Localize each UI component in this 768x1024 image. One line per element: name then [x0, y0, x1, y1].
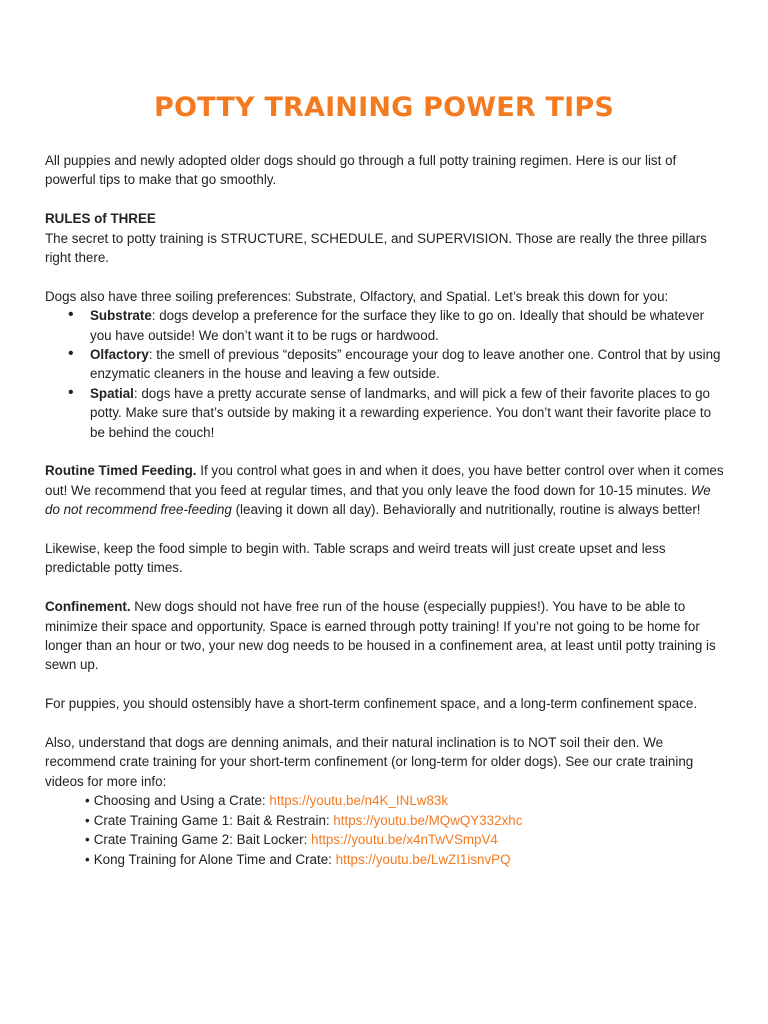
list-item — [90, 306, 725, 345]
bullet-icon: • — [85, 812, 90, 828]
list-item — [90, 384, 725, 442]
video-label: Kong Training for Alone Time and Crate: — [93, 851, 336, 867]
soiling-text: : dogs have a pretty accurate sense of landmarks, and will pick a few of their favorite places to go potty. Make sure that’s outside by making it a rewarding experience. You don’t want their favorite place to be behind the couch! — [90, 385, 712, 440]
soiling-text: : dogs develop a preference for the surface they like to go on. Ideally that should be whatever you have outside! We don’t want it to be rugs or hardwood. — [90, 308, 705, 343]
rules-heading: RULES of THREE — [45, 211, 156, 227]
feeding-italic: We do not recommend free-feeding — [45, 482, 711, 518]
soiling-term: Substrate — [90, 308, 152, 324]
confinement-paragraph — [45, 597, 725, 675]
list-item — [85, 850, 725, 869]
video-link[interactable]: https://youtu.be/x4nTwVSmpV4 — [311, 832, 498, 848]
page-title: POTTY TRAINING POWER TIPS — [154, 92, 614, 123]
document-body — [45, 151, 725, 869]
soiling-text: : the smell of previous “deposits” encourage your dog to leave another one. Control that by using enzymatic cleaners in the house and leaving a few outside. — [90, 347, 721, 382]
rules-section — [45, 209, 725, 267]
soiling-term: Spatial — [90, 385, 134, 401]
feeding-paragraph — [45, 461, 725, 519]
confinement-text: New dogs should not have free run of the house (especially puppies!). You have to be able to minimize their space and opportunity. Space is earned through potty training! If you’re not going to be home for longer than an hour or two, your new dog needs to be housed in a confinement area, at least until potty training is sewn up. — [45, 599, 716, 673]
bullet-icon: • — [85, 832, 90, 848]
feeding-heading: Routine Timed Feeding. — [45, 463, 197, 479]
likewise-paragraph: Likewise, keep the food simple to begin with. Table scraps and weird treats will just create upset and less predictable potty times. — [45, 541, 666, 576]
video-link[interactable]: https://youtu.be/MQwQY332xhc — [333, 812, 523, 828]
list-item — [90, 345, 725, 384]
list-item — [85, 811, 725, 830]
confinement-heading: Confinement. — [45, 599, 131, 615]
soiling-term: Olfactory — [90, 347, 149, 363]
video-label: Crate Training Game 1: Bait & Restrain: — [93, 812, 334, 828]
list-item — [85, 830, 725, 849]
video-label: Crate Training Game 2: Bait Locker: — [93, 832, 312, 848]
video-link[interactable]: https://youtu.be/LwZI1isnvPQ — [335, 851, 511, 867]
rules-text: The secret to potty training is STRUCTURE, SCHEDULE, and SUPERVISION. Those are really the three pillars right there. — [45, 230, 707, 266]
puppies-paragraph: For puppies, you should ostensibly have a short-term confinement space, and a long-term confinement space. — [45, 696, 698, 712]
soiling-intro: Dogs also have three soiling preferences: Substrate, Olfactory, and Spatial. Let’s break this down for you: — [45, 288, 669, 304]
feeding-text-1: If you control what goes in and when it does, you have better control over when it comes out! We recommend that you feed at regular times, and that you only leave the food down for 10-15 minutes. — [45, 463, 724, 498]
feeding-text-2: (leaving it down all day). Behaviorally and nutritionally, routine is always better! — [231, 502, 701, 518]
list-item — [85, 791, 725, 810]
intro-paragraph: All puppies and newly adopted older dogs should go through a full potty training regimen. Here is our list of powerful tips to make that go smoothly. — [45, 153, 677, 188]
bullet-icon: • — [85, 793, 90, 809]
video-list — [45, 791, 725, 869]
bullet-icon: • — [85, 851, 90, 867]
video-link[interactable]: https://youtu.be/n4K_INLw83k — [269, 793, 449, 809]
denning-paragraph: Also, understand that dogs are denning animals, and their natural inclination is to NOT soil their den. We recommend crate training for your short-term confinement (or long-term for older dogs). See our crate training videos for more info: — [45, 735, 694, 789]
video-label: Choosing and Using a Crate: — [93, 793, 270, 809]
soiling-list — [45, 306, 725, 442]
